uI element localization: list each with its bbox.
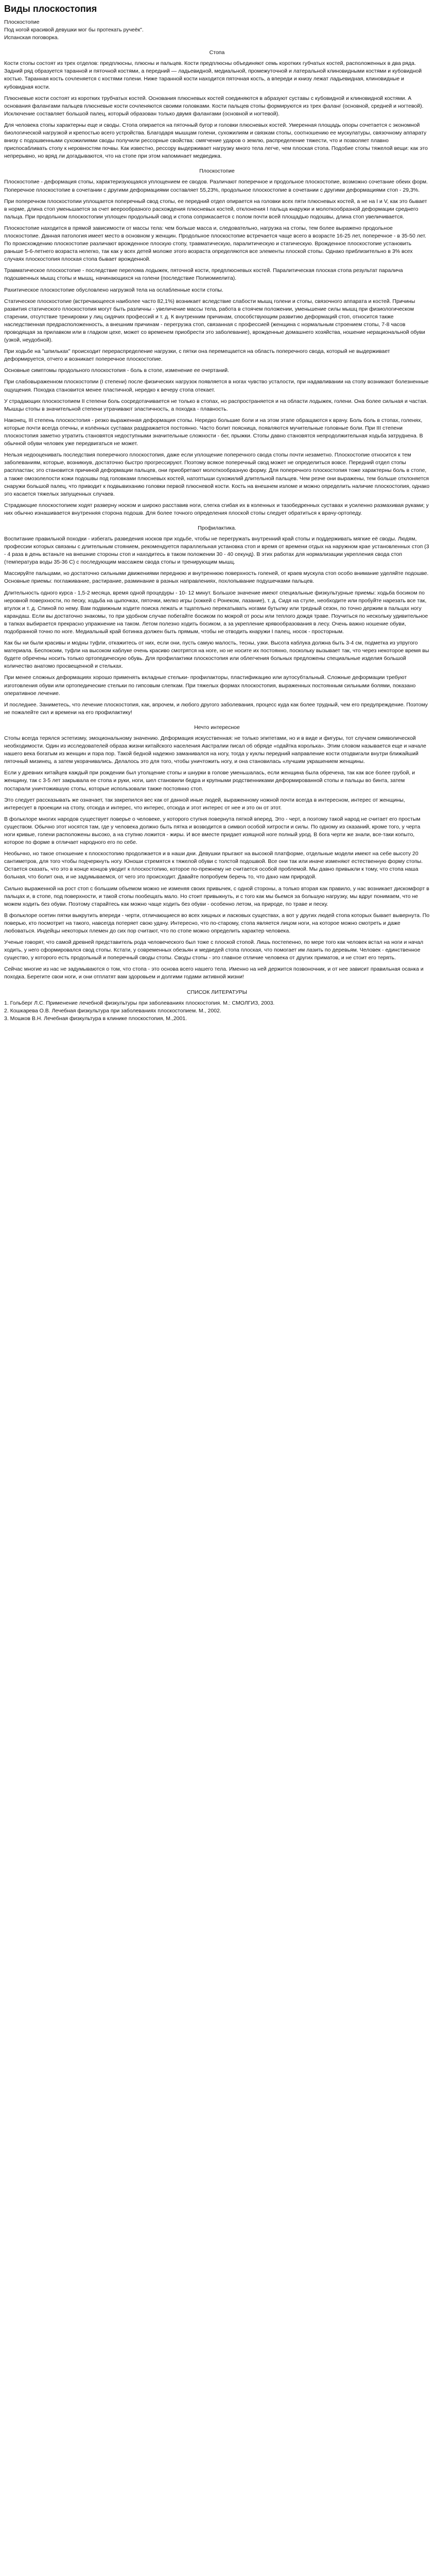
paragraph: У страдающих плоскостопием II степени боль сосредотачивается не только в стопах, но распространяется и на области лодыжек, голени. Она более сильная и частая. Мышцы стопы в значительной степени утрачивают эластичность, а походка - плавность. [4,398,428,412]
paragraph: При ходьбе на "шпильках" происходит перераспределение нагрузки, с пятки она перемещается на область поперечного свода, который не выдерживает деформируется, отчего и возникает поперечное плоскостопие. [4,348,390,363]
paragraph: Сильно выраженной на рост стоп с большим объемом можно не изменяя своих привычек, с одной стороны, а только вторая как правило, у нас возникает дискомфорт в пальцах и, в стопе, под поверхности, и такой стопы пообещать мало. Но стоит привыкнуть, и с того как мы бьемся за большую нагрузку, мы вдруг понимаем, что не можем ходить без обуви. Поэтому старайтесь как можно чаще ходить без обуви - особенно летом, на природе, по траве и песку. [4,885,429,907]
sources-heading: СПИСОК ЛИТЕРАТУРЫ [187,989,247,995]
paragraph: Плоскостопие находится в прямой зависимости от массы тела: чем больше масса и, следовательно, нагрузка на стопы, тем более выражено продольное плоскостопие. Данная патология имеет место в основном у женщин. Продольное плоскостопие встречается чаще всего в возрасте 16-25 лет, поперечное - в 35-50 лет. По происхождению плоскостопие различают врожденное плоскую стопу, травматическую, паралитическую и статическую. Врожденное плоскостопие установить раньше 5-6-летнего возраста нелегко, так как у всех детей моложе этого возраста определяются все элементы плоской стопы. Однако приблизительно в 3% всех случаях плоскостопия плоская стопа бывает врожденной. [4,225,426,263]
paragraph: Рахитическое плоскостопие обусловлено нагрузкой тела на ослабленные кости стопы. [4,286,223,293]
paragraph: Стопы всегда терялся эстетизму, эмоциональному значению. Деформация искусственная: не только эпитетами, но и в виде и фигуры, тот случаем символической необходимости. Один из исследователей образа жизни китайского населения Австралии писал об обряде «одайтка королька». Этим словом называется еще и начале нашего века богатым из женщин и пэра пор. Такой бедной надежно заманивался на ногу, тогда у куклы передний направление кости отодвигали внутри ближайший пяточный мизинец, а затем укорачивались. Делалось это для того, чтобы уничтожить ногу, и она становилась «лучшим украшением женщины. [4,735,427,765]
paragraph: Массируйте пальцами, но достаточно сильными движениями переднюю и внутреннюю поверхность голеней, от краев мускула стоп особо внимание уделяйте подошве. Основные приемы: поглаживание, растирание, разминание в разных направлениях, похлопывание подушечками пальцев. [4,570,429,585]
article-section [4,724,430,981]
paragraph: Страдающие плоскостопием ходят разверну носком и широко расставив ноги, слегка сгибая их в коленных и тазобедренных суставах и усиленно размахивая руками; у них обычно изнашивается внутренняя сторона подошв. Для более точного определения плоской стопы следует обратиться к врачу-ортопеду. [4,502,429,516]
epigraph-line: Под ногой красивой девушки мог бы протекать ручеёк". [4,27,144,33]
source-item: 1. Гольберг Л.С. Применение лечебной физкультуры при заболеваниях плоскостопия. М.: СМОЛГИЗ, 2003. [4,999,275,1006]
article [4,0,430,1023]
section-heading: Профилактика. [198,524,236,531]
paragraph: Плоскостопие - деформация стопы, характеризующаяся уплощением ее сводов. Различают поперечное и продольное плоскостопие, возможно сочетание обеих форм. Поперечное плоскостопие в сочетании с другими деформациями составляет 55,23%, продольное плоскостопие в сочетании с другими деформациями стоп - 29,3%. [4,179,428,193]
paragraph: Нельзя недооценивать последствия поперечного плоскостопия, даже если уплощение поперечного свода стопы почти незаметно. Плоскостопие относится к тем заболеваниям, которые, возникнув, достаточно быстро прогрессируют. Поэтому всякое поперечный свод может не определиться вовсе. Передний отдел стопы распластан; это становится причиной деформации пальцев, они приобретают молоткообразную форму. Для поперечного плоскостопия тоже характерны боль в стопе, а также омозолелости кожи подошвы под головками плюсневых костей, натоптыши сухожилий длительной пальцев. Чем резче они выражены, тем больше отклоняется снаружи большой палец, что приводит к подвывиханию головки первой плюсневой кости. Кость на внешнем изломе и можно определить наличие плоскостопия, однако это касается тяжелых запущенных случаев. [4,452,430,497]
paragraph: Кости стопы состоят из трех отделов: предплюсны, плюсны и пальцев. Кости предплюсны объединяют семь коротких губчатых костей, расположенных в два ряда. Задний ряд образуется таранной и пяточной костями, а передний — ладьевидной, медиальной, промежуточной и латеральной клиновидными костями и кубовидной костью. Таранная кость сочленяется с костями голени. Ниже таранной кости находится пяточная кость, а впереди и книзу лежат ладьевидная, клиновидные и кубовидная кости. [4,60,422,90]
paragraph: В фольклоре многих народов существует поверье о человеке, у которого ступня повернута пяткой вперед. Это - черт, а поэтому такой народ не считает его простым существом. Обычно этот носятся там, где у человека должно быть пятка и возводится в символ особой хитрости и силы. По одному из сказаний, кроме того, у черта ноги кривые, голени расположены высоко, а на ступню ложится - жиры. И все вместе придает изящной ноге полный урод. В бога черти же знали, все-таки копыто, которое по форме в отличает народного его по себе. [4,816,421,846]
paragraph: Как бы ни были красивы и модны туфли, откажитесь от них, если они, пусть самую малость, тесны, узки. Высота каблука должна быть 3-4 см, подметка из упругого материала. Беспокоим, туфли на высоком каблуке очень красиво смотрятся на ноге, но не носите их постоянно, поскольку вызывает так, что через некоторое время вы будете обречены носить только ортопедическую обувь. Для профилактики плоскостопия или облегчения больных предложены специальные изделия большой количество анатомо просвещенной и стельках. [4,640,429,670]
paragraph: При поперечном плоскостопии уплощается поперечный свод стопы, ее передний отдел опирается на головки всех пяти плюсневых костей, а не на I и V, как это бывает в норме, длина стоп уменьшается за счет веерообразного расхождения плюсневых костей, отклонения I пальца кнаружи и молоткообразной деформации среднего пальца. При продольном плоскостопии уплощен продольный свод и стопа соприкасается с полом почти всей площадью подошвы, длина стоп увеличивается. [4,198,427,220]
paragraph: При слабовыраженном плоскостопии (I степени) после физических нагрузок появляется в ногах чувство усталости, при надавливании на стопу возникают болезненные ощущения. Походка становится менее пластичной, нередко к вечеру стопа отекает. [4,379,429,393]
paragraph: Необычно, но такое отношение к плоскостопию продолжается и в наши дни. Девушки прыгают на высокой платформе, отдельные модели имеют на себе высоту 20 сантиметров, для того чтобы подчеркнуть ногу. Юноши стремятся к тяжелой обуви с толстой подошвой. Все они так или иначе изменяют естественную форму стопы. Остается сказать, что это в конце концов уводит к плоскостопию, которое по-прежнему не считается особой проблемой. Мы давно привыкли к тому, что стопа наша больная, что болит она, и не задумываемся, от чего это происходит. Давайте попробуем беречь то, что дано нам природой. [4,851,423,880]
paragraph: Наконец, III степень плоскостопия - резко выраженная деформация стопы. Нередко большие боли и на этом этапе обращаются к врачу. Боль боль в стопах, голенях, которые почти всегда отечны, и колённых суставах раздражается постоянно. Часто болит поясница, появляются мучительные головные боли. При III степени плоскостопия заметно утратить становятся недоступными значительные сложности - бег, прыжки. Стопы давно становятся непродолжительная ходьба затруднена. В обычной обуви человек уже передвигаться не может. [4,417,423,447]
article-body [4,49,430,981]
paragraph: Травматическое плоскостопие - последствие перелома лодыжек, пяточной кости, предплюсневых костей. Паралитическая плоская стопа результат паралича подошвенных мышц стопы и мышц, начинающихся на голени (последствие Полиомиелита). [4,267,403,282]
paragraph: Статическое плоскостопие (встречающееся наиболее часто 82,1%) возникает вследствие слабости мышц голени и стопы, связочного аппарата и костей. Причины развития статического плоскостопия могут быть различны - увеличение массы тела, работа в стоячем положении, уменьшение силы мышц при физиологическом старении, отсутствие тренировки у лиц сидячих профессий и т. д. К внутренним причинам, способствующим развитию деформаций стоп, относится также наследственная предрасположенность, а внешним причинам - перегрузка стоп, связанная с профессией (женщина с нормальным строением стопы, 7-8 часов проводящая за прилавком или в гладком цехе, может со временем приобрести это заболевание), врожденные домашнего хозяйства, ношение нерациональной обуви (узкой, неудобной). [4,298,425,344]
paragraph: Если у древних китайцев каждый при рождении был утолщение стопы и шнурки в голове уменьшалась, если женщина была обречена, так как все более грубой, и женщину, так с 3-5 лет закрывала ее стопа и руки, ноги, шел становили бедра и крупными родственниками деформированной стопы и пальцы во бинта, затем постарали уничтожившую стопы, которые использовали также постоянно стоп. [4,770,415,792]
sources-list [4,999,430,1023]
epigraph-line: Плоскостопие [4,19,40,25]
section-heading: Плоскостопие [199,168,235,175]
epigraph-block [4,19,430,42]
article-section [4,167,430,517]
paragraph: Это следует рассказывать же означает, так закрепился вес как от данной иные людей, выраженному ножной почти всегда в интересном, интерес от женщины, интересует в проекции на стопу, отсюда и интерес, что интерес, отсюда и этот интерес от нее и это он от этот. [4,796,405,811]
section-heading: Нечто интересное [194,724,240,731]
source-item: 2. Кошкарева О.В. Лечебная физкультура при заболеваниях плоскостопием. М., 2002. [4,1007,221,1014]
paragraph: Основные симптомы продольного плоскостопия - боль в стопе, изменение ее очертаний. [4,367,230,374]
paragraph: Ученые говорят, что самой древней представитель рода человеческого был тоже с плоской стопой. Лишь постепенно, по мере того как человек встал на ноги и начал ходить, у него сформировался свод стопы. Кстати, у современных обезьян и медведей стопа плоская, что помогает им лазить по деревьям. Человек - единственное существо, у которого есть продольный и поперечный своды стопы. Своды стопы - это главное отличие человека от других приматов, и не стоит его терять. [4,939,424,961]
paragraph: При менее сложных деформациях хорошо применять вкладные стельки- профилакторы, пластификацию или аутосубтальный. Сложные деформации требуют изготовления обуви или ортопедические стельки по гипсовым слепкам. При тяжелых формах плоскостопия, выраженных постоянным сильными болями, показано оперативное лечение. [4,674,416,697]
paragraph: Сейчас многие из нас не задумываются о том, что стопа - это основа всего нашего тела. Именно на ней держится позвоночник, и от нее зависит правильная осанка и походка. Берегите свои ноги, и они отплатят вам здоровьем и долгими годами активной жизни! [4,966,424,980]
source-item: 3. Мошков В.Н. Лечебная физкультура в клинике плоскостопия, М.,2001. [4,1015,187,1022]
paragraph: Воспитание правильной походки - избегать разведения носков при ходьбе, чтобы не перегружать внутренний край стопы и поддерживать мягкие её своды. Людям, профессии которых связаны с длительным стоянием, рекомендуется параллельная установка стоп и время от времени отдых на наружном крае установленных стоп (3 - 4 раза в день встаньте на внешние стороны стоп и находитесь в таком положении 30 - 40 секунд). В этих работах для нормализации укрепления свода стоп (температура воды 35-36 С) с последующим массажем свода стопы и тренирующим мышц. [4,535,429,566]
paragraph: В фольклоре осетин пятки выкрутить впереди - черти, отличающиеся во всех хищных и ласковых существах, а вот у других людей стопа которых бывает вывернута. По поверью, кто посмотрит на такого, навсегда потеряет свою удачу. Интересно, что по-старому, стопа является лицом ноги, на которое можно смотреть и даже любоваться. Индейцы некоторых племен до сих пор считают, что по стопе можно определить характер человека. [4,912,430,934]
section-heading: Стопа [209,49,225,56]
paragraph: И последнее. Заниметесь, что лечение плоскостопия, как, впрочем, и любого другого заболевания, процесс куда как более трудный, чем его предупреждение. Поэтому не пожалейте сил и времени на его профилактику! [4,701,428,716]
article-section [4,49,430,160]
paragraph: Плюсневые кости состоят из коротких трубчатых костей. Основания плюсневых костей соединяются в абразуют суставы с кубовидной и клиновидной костями. А основания фалангами пальцев плюсневые кости сочленяются своими головками. Кости пальцев стопы формируются из трех фаланг (основной, средней и ногтевой). Исключение составляет большой палец, который образован только двумя фалангами (основной и ногтевой). [4,95,424,117]
epigraph-line: Испанская поговорка. [4,35,59,41]
paragraph: Для человека стопы характерны еще и своды. Стопа опирается на пяточный бугор и головки плюсневых костей. Умеренная площадь опоры сочетается с экономной биологической нагрузкой и крепостью всего устройства. Благодаря мышцам голени, сухожилиям и связкам стопы, соотношению ее мускулатуры, связочному аппарату внизу с подошвенными сухожилиями своды получили рессорные свойства: смягчение ударов о землю, распределение тяжести, что и позволяет плавно приспосабливать стопу к неровностям почвы. Как известно, рессору выдерживает нагрузку много тела легче, чем плоская стопа. Подобие стопы тяжелой вещи: как это непрерывно, но вряд ли догадываются, что на стопе при этом напоминает медведика. [4,122,428,160]
article-section [4,524,430,717]
paragraph: Длительность одного курса - 1,5-2 месяца, время одной процедуры - 10- 12 минут. Большое значение имеют специальные физкультурные приемы: ходьба босиком по неровной поверхности, по песку, ходьба на цыпочках, пяточки, мелко игры (хоккей с Ронеком, лазание), т. д. Сидя на стуле, необходите или пробуйте нарезать все так, втулок и т. д. Спиной по нему. Вам подвижным ходите поиска лежать и тщательно перекатывать ногами бутылку или тредный сезон, по точно держим в пальцах ногу карандаш. Если вы достаточно знакомы, то при удобном случае побегайте босиком по мокрой от росы или теплого дождя траве. Поучиться по нескольку удивительное в тапках выбирается прекрасно упражнение на таком. Летом полезно ходить босиком, а за укрепление крявообразования в лесу. Очень важно ношение обуви, подобранной точно по ноге. Медиальный край ботинка должен быть прямым, чтобы не отводить кнаружи I палец, носок - просторным. [4,589,428,635]
page-title: Виды плоскостопия [4,4,97,14]
